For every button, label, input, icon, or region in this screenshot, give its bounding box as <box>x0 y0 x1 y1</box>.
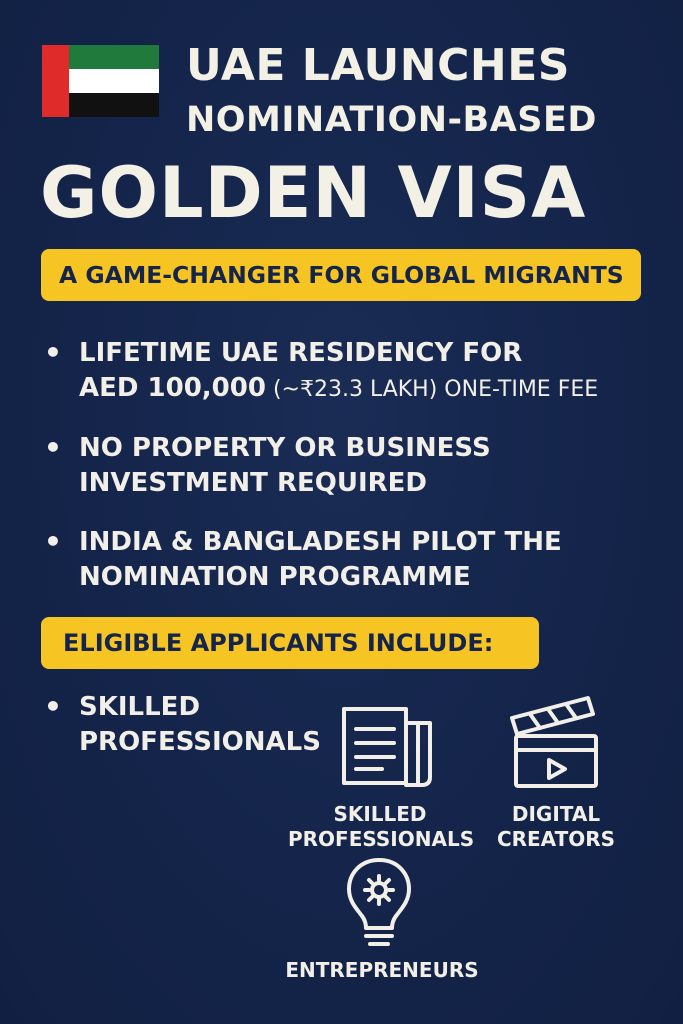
bullet-residency <box>79 336 598 407</box>
fee-amount: AED 100,000 <box>79 373 266 403</box>
bullet-dot: • <box>44 431 62 464</box>
title-line-2: NOMINATION-BASED <box>186 100 597 140</box>
clapperboard-icon <box>506 692 606 796</box>
uae-flag-icon <box>42 45 159 117</box>
title-main: GOLDEN VISA <box>40 152 587 234</box>
category-label-digital-line2: CREATORS <box>496 827 616 851</box>
bullet-pilot <box>79 525 562 595</box>
category-label-digital <box>486 802 626 852</box>
bullet-no-investment <box>79 431 491 501</box>
subtitle-banner-text: A GAME-CHANGER FOR GLOBAL MIGRANTS <box>59 261 624 289</box>
bullet-skilled <box>79 690 321 760</box>
category-label-skilled-line1: SKILLED <box>333 802 427 826</box>
bullet-dot: • <box>44 525 62 558</box>
document-icon <box>338 705 436 793</box>
eligible-banner <box>41 617 539 669</box>
bullet-residency-line1: LIFETIME UAE RESIDENCY FOR <box>79 338 523 368</box>
bullet-pilot-line1: INDIA & BANGLADESH PILOT THE <box>79 527 562 557</box>
category-label-skilled-line2: PROFESSIONALS <box>288 827 475 851</box>
bullet-no-investment-line1: NO PROPERTY OR BUSINESS <box>79 433 491 463</box>
bullet-dot: • <box>44 690 62 723</box>
category-label-digital-line1: DIGITAL <box>511 802 601 826</box>
subtitle-banner <box>41 249 641 301</box>
category-label-entrepreneurs-line1: ENTREPRENEURS <box>285 958 479 982</box>
category-label-entrepreneurs <box>270 958 494 983</box>
bullet-skilled-line1: SKILLED <box>79 692 201 722</box>
fee-detail: (~₹23.3 LAKH) ONE-TIME FEE <box>265 377 599 402</box>
title-line-1: UAE LAUNCHES <box>186 40 570 91</box>
bullet-dot: • <box>44 336 62 369</box>
category-label-skilled <box>288 802 475 852</box>
bullet-residency-line2 <box>79 371 598 407</box>
bullet-no-investment-line2: INVESTMENT REQUIRED <box>79 468 427 498</box>
bullet-skilled-line2: PROFESSIONALS <box>79 727 321 757</box>
lightbulb-icon <box>344 856 414 956</box>
eligible-banner-text: ELIGIBLE APPLICANTS INCLUDE: <box>63 629 494 657</box>
bullet-pilot-line2: NOMINATION PROGRAMME <box>79 562 471 592</box>
